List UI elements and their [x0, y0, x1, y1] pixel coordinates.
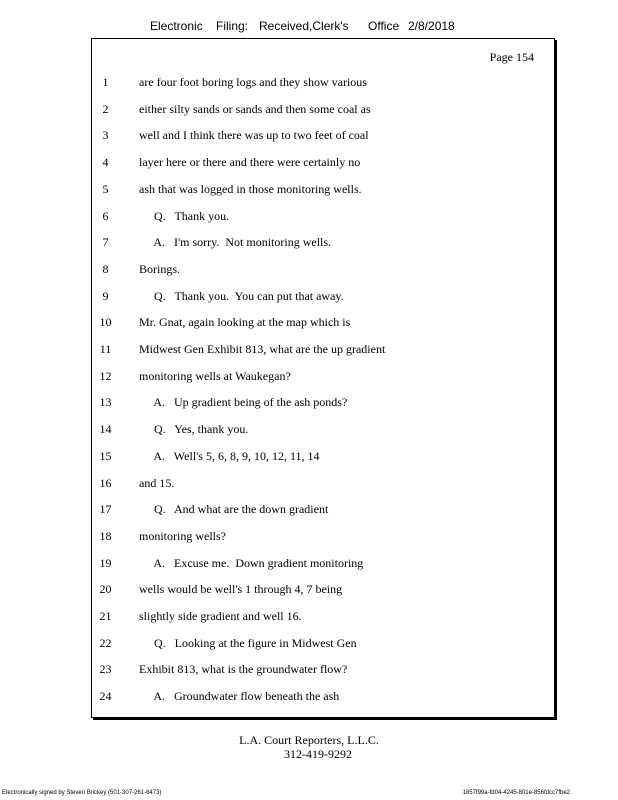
line-text: Q. Thank you. You can put that away. [139, 288, 344, 303]
line-number: 7 [102, 235, 109, 250]
line-number: 20 [99, 582, 112, 597]
transcript-line [92, 102, 552, 128]
transcript-line [92, 315, 552, 341]
line-text: Q. Thank you. [139, 208, 230, 223]
line-text: A. Groundwater flow beneath the ash [139, 689, 340, 704]
line-number: 21 [99, 609, 112, 623]
header-office: Office [368, 19, 400, 33]
line-number: 12 [99, 368, 112, 383]
transcript-line [92, 235, 552, 261]
transcript-line [92, 502, 552, 528]
line-text: Mr. Gnat, again looking at the map which is [139, 315, 351, 330]
transcript-line [92, 289, 552, 315]
line-number: 16 [99, 475, 112, 490]
line-text: monitoring wells? [139, 528, 226, 543]
line-text: Q. Yes, thank you. [139, 422, 249, 437]
line-text: Borings. [139, 261, 181, 276]
header-filing: Filing: [216, 19, 249, 33]
line-number: 6 [102, 208, 109, 223]
line-text: Q. And what are the down gradient [139, 502, 329, 517]
transcript-line [92, 662, 552, 688]
line-number: 2 [102, 101, 109, 116]
line-text: ash that was logged in those monitoring wells. [139, 181, 362, 196]
transcript-line [92, 75, 552, 101]
signature-left: Electronically signed by Steven Brickey (501-307-261-8473) [2, 790, 162, 796]
line-number: 14 [99, 422, 112, 437]
line-text: slightly side gradient and well 16. [139, 609, 302, 623]
transcript-line [92, 182, 552, 208]
line-text: Q. Looking at the figure in Midwest Gen [139, 635, 357, 650]
line-text: A. Well's 5, 6, 8, 9, 10, 12, 11, 14 [139, 448, 320, 463]
transcript-line [92, 609, 552, 635]
header-electronic: Electronic [150, 19, 203, 33]
line-text: are four foot boring logs and they show various [139, 75, 367, 89]
line-text: and 15. [139, 475, 175, 490]
line-number: 23 [99, 662, 112, 677]
line-number: 17 [99, 502, 112, 517]
transcript-line [92, 529, 552, 555]
line-number: 3 [102, 128, 109, 143]
transcript-page [91, 38, 555, 718]
line-number: 15 [99, 448, 112, 463]
line-number: 19 [99, 555, 112, 570]
transcript-line [92, 449, 552, 475]
line-number: 4 [102, 155, 109, 170]
line-text: monitoring wells at Waukegan? [139, 368, 291, 383]
transcript-line [92, 262, 552, 288]
header-date: 2/8/2018 [408, 19, 455, 33]
transcript-line [92, 395, 552, 421]
line-text: A. I'm sorry. Not monitoring wells. [139, 235, 332, 250]
transcript-line [92, 209, 552, 235]
line-text: Midwest Gen Exhibit 813, what are the up gradient [139, 342, 386, 356]
line-number: 22 [99, 635, 112, 650]
transcript-line [92, 556, 552, 582]
header-received: Received,Clerk's [259, 19, 349, 33]
footer-company: L.A. Court Reporters, L.L.C. [239, 733, 379, 747]
transcript-line [92, 155, 552, 181]
line-number: 5 [102, 181, 109, 196]
line-number: 8 [102, 261, 109, 276]
footer-phone: 312-419-9292 [284, 747, 352, 761]
line-number: 18 [99, 528, 112, 543]
transcript-line [92, 422, 552, 448]
transcript-line [92, 342, 552, 368]
line-number: 9 [102, 288, 109, 303]
line-number: 10 [99, 315, 112, 330]
transcript-line [92, 636, 552, 662]
page-number: Page 154 [489, 50, 534, 64]
line-number: 11 [99, 342, 112, 356]
transcript-line [92, 689, 552, 715]
line-number: 1 [102, 75, 109, 89]
signature-right: 1857f99a-fd04-4245-801e-856fdcc7fbe2 [462, 790, 570, 796]
line-text: Exhibit 813, what is the groundwater flow? [139, 662, 348, 677]
line-number: 24 [99, 689, 112, 704]
transcript-line [92, 128, 552, 154]
transcript-line [92, 369, 552, 395]
line-text: either silty sands or sands and then some coal as [139, 101, 371, 116]
line-text: A. Excuse me. Down gradient monitoring [139, 555, 364, 570]
transcript-line [92, 582, 552, 608]
line-number: 13 [99, 395, 112, 410]
transcript-line [92, 476, 552, 502]
line-text: wells would be well's 1 through 4, 7 being [139, 582, 343, 597]
line-text: well and I think there was up to two feet of coal [139, 128, 369, 143]
line-text: layer here or there and there were certainly no [139, 155, 361, 170]
line-text: A. Up gradient being of the ash ponds? [139, 395, 348, 410]
